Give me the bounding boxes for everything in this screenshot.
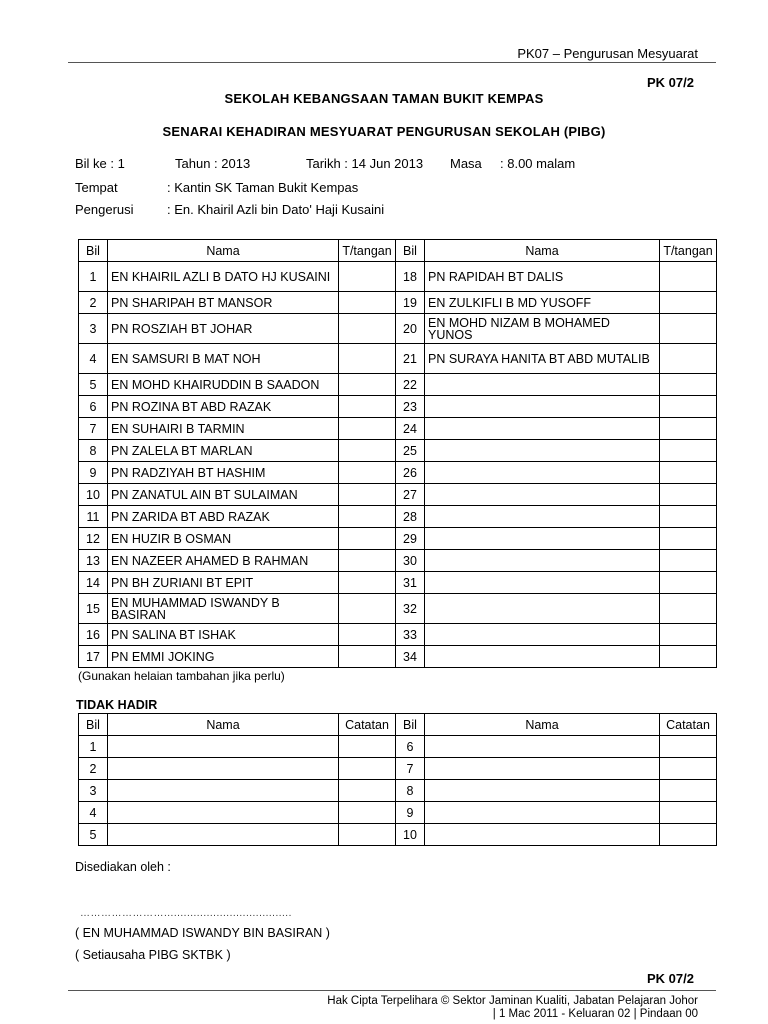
remarks-cell [339, 824, 396, 846]
absent-row [79, 824, 717, 846]
member-name [425, 646, 660, 668]
signature-cell [660, 646, 717, 668]
attendance-row [79, 484, 717, 506]
signature-cell [660, 262, 717, 292]
col-header-bil: Bil [79, 714, 108, 736]
member-name: EN KHAIRIL AZLI B DATO HJ KUSAINI [108, 262, 339, 292]
preparer-name: ( EN MUHAMMAD ISWANDY BIN BASIRAN ) [75, 926, 330, 940]
signature-cell [660, 550, 717, 572]
form-code-top: PK 07/2 [647, 75, 694, 90]
signature-cell [339, 646, 396, 668]
absent-row [79, 736, 717, 758]
member-name [425, 462, 660, 484]
signature-cell [339, 528, 396, 550]
absent-name-cell [108, 736, 339, 758]
meta-tarikh: Tarikh : 14 Jun 2013 [306, 156, 424, 171]
attendance-row [79, 262, 717, 292]
member-name: EN ZULKIFLI B MD YUSOFF [425, 292, 660, 314]
row-number: 22 [396, 374, 425, 396]
remarks-cell [660, 758, 717, 780]
remarks-cell [660, 802, 717, 824]
member-name: PN ROZINA BT ABD RAZAK [108, 396, 339, 418]
row-number: 8 [79, 440, 108, 462]
form-code-bottom: PK 07/2 [647, 971, 694, 986]
signature-cell [339, 572, 396, 594]
remarks-cell [339, 736, 396, 758]
member-name: PN SALINA BT ISHAK [108, 624, 339, 646]
col-header-catatan: Catatan [660, 714, 717, 736]
col-header-bil: Bil [79, 240, 108, 262]
row-number: 14 [79, 572, 108, 594]
member-name: PN ZANATUL AIN BT SULAIMAN [108, 484, 339, 506]
signature-cell [339, 550, 396, 572]
row-number: 21 [396, 344, 425, 374]
member-name: PN RAPIDAH BT DALIS [425, 262, 660, 292]
row-number: 7 [79, 418, 108, 440]
row-number: 3 [79, 314, 108, 344]
absent-header-row [79, 714, 717, 736]
signature-cell [660, 572, 717, 594]
row-number: 33 [396, 624, 425, 646]
meta-bil: Bil ke : 1 [75, 156, 125, 171]
col-header-tandatangan: T/tangan [339, 240, 396, 262]
document-reference: PK07 – Pengurusan Mesyuarat [517, 46, 698, 61]
row-number: 1 [79, 736, 108, 758]
member-name: EN MUHAMMAD ISWANDY B BASIRAN [108, 594, 339, 624]
member-name: EN MOHD KHAIRUDDIN B SAADON [108, 374, 339, 396]
remarks-cell [660, 824, 717, 846]
absent-table [78, 713, 717, 846]
attendance-row [79, 462, 717, 484]
col-header-bil: Bil [396, 240, 425, 262]
school-title: SEKOLAH KEBANGSAAN TAMAN BUKIT KEMPAS [224, 91, 544, 106]
member-name [425, 484, 660, 506]
member-name: PN RADZIYAH BT HASHIM [108, 462, 339, 484]
row-number: 6 [79, 396, 108, 418]
col-header-nama: Nama [108, 240, 339, 262]
signature-cell [339, 418, 396, 440]
signature-cell [660, 594, 717, 624]
attendance-row [79, 344, 717, 374]
remarks-cell [339, 802, 396, 824]
member-name: PN EMMI JOKING [108, 646, 339, 668]
meta-tahun: Tahun : 2013 [175, 156, 251, 171]
signature-cell [660, 506, 717, 528]
revision-line: | 1 Mac 2011 - Keluaran 02 | Pindaan 00 [492, 1008, 698, 1020]
absent-name-cell [108, 758, 339, 780]
attendance-row [79, 440, 717, 462]
attendance-row [79, 528, 717, 550]
row-number: 1 [79, 262, 108, 292]
member-name [425, 396, 660, 418]
member-name: PN BH ZURIANI BT EPIT [108, 572, 339, 594]
row-number: 5 [79, 374, 108, 396]
member-name [425, 374, 660, 396]
row-number: 29 [396, 528, 425, 550]
footer-rule [68, 990, 716, 991]
extra-sheet-note: (Gunakan helaian tambahan jika perlu) [78, 669, 285, 683]
member-name [425, 418, 660, 440]
signature-cell [339, 440, 396, 462]
attendance-row [79, 594, 717, 624]
row-number: 34 [396, 646, 425, 668]
attendance-row [79, 396, 717, 418]
prepared-by-label: Disediakan oleh : [75, 860, 171, 874]
row-number: 24 [396, 418, 425, 440]
absent-name-cell [425, 824, 660, 846]
col-header-bil: Bil [396, 714, 425, 736]
col-header-catatan: Catatan [339, 714, 396, 736]
signature-cell [339, 624, 396, 646]
row-number: 15 [79, 594, 108, 624]
signature-cell [339, 484, 396, 506]
signature-cell [660, 528, 717, 550]
row-number: 12 [79, 528, 108, 550]
member-name: PN SURAYA HANITA BT ABD MUTALIB [425, 344, 660, 374]
row-number: 26 [396, 462, 425, 484]
col-header-nama: Nama [425, 240, 660, 262]
row-number: 11 [79, 506, 108, 528]
meta-tempat-value: : Kantin SK Taman Bukit Kempas [167, 180, 359, 195]
row-number: 2 [79, 758, 108, 780]
row-number: 10 [79, 484, 108, 506]
preparer-role: ( Setiausaha PIBG SKTBK ) [75, 948, 231, 962]
signature-cell [660, 440, 717, 462]
row-number: 31 [396, 572, 425, 594]
row-number: 20 [396, 314, 425, 344]
row-number: 10 [396, 824, 425, 846]
signature-line: ……………………....................................... [80, 908, 292, 919]
col-header-nama: Nama [425, 714, 660, 736]
row-number: 23 [396, 396, 425, 418]
row-number: 18 [396, 262, 425, 292]
remarks-cell [339, 780, 396, 802]
attendance-row [79, 418, 717, 440]
row-number: 16 [79, 624, 108, 646]
signature-cell [660, 418, 717, 440]
signature-cell [339, 462, 396, 484]
remarks-cell [660, 736, 717, 758]
absent-name-cell [425, 736, 660, 758]
member-name: EN SAMSURI B MAT NOH [108, 344, 339, 374]
attendance-row [79, 506, 717, 528]
remarks-cell [660, 780, 717, 802]
member-name [425, 440, 660, 462]
meta-tempat-label: Tempat [75, 180, 118, 195]
absent-section-title: TIDAK HADIR [76, 698, 158, 712]
member-name [425, 550, 660, 572]
col-header-tandatangan: T/tangan [660, 240, 717, 262]
signature-cell [339, 594, 396, 624]
copyright-line: Hak Cipta Terpelihara © Sektor Jaminan Kualiti, Jabatan Pelajaran Johor [327, 995, 698, 1007]
remarks-cell [339, 758, 396, 780]
attendance-row [79, 314, 717, 344]
absent-row [79, 780, 717, 802]
member-name [425, 624, 660, 646]
row-number: 3 [79, 780, 108, 802]
absent-row [79, 758, 717, 780]
row-number: 9 [79, 462, 108, 484]
row-number: 17 [79, 646, 108, 668]
attendance-row [79, 572, 717, 594]
row-number: 2 [79, 292, 108, 314]
signature-cell [339, 262, 396, 292]
signature-cell [339, 344, 396, 374]
row-number: 9 [396, 802, 425, 824]
signature-cell [660, 396, 717, 418]
row-number: 30 [396, 550, 425, 572]
attendance-row [79, 374, 717, 396]
signature-cell [660, 484, 717, 506]
signature-cell [660, 344, 717, 374]
member-name [425, 528, 660, 550]
header-rule [68, 62, 716, 63]
row-number: 7 [396, 758, 425, 780]
signature-cell [660, 292, 717, 314]
member-name [425, 594, 660, 624]
member-name: PN SHARIPAH BT MANSOR [108, 292, 339, 314]
row-number: 19 [396, 292, 425, 314]
signature-cell [339, 374, 396, 396]
member-name: PN ZALELA BT MARLAN [108, 440, 339, 462]
attendance-row [79, 550, 717, 572]
row-number: 13 [79, 550, 108, 572]
member-name: PN ZARIDA BT ABD RAZAK [108, 506, 339, 528]
signature-cell [660, 314, 717, 344]
signature-cell [660, 374, 717, 396]
attendance-table [78, 239, 717, 668]
signature-cell [339, 292, 396, 314]
absent-name-cell [425, 802, 660, 824]
attendance-header-row [79, 240, 717, 262]
signature-cell [339, 314, 396, 344]
member-name [425, 506, 660, 528]
meta-pengerusi-value: : En. Khairil Azli bin Dato' Haji Kusaini [167, 202, 385, 217]
row-number: 4 [79, 802, 108, 824]
signature-cell [339, 396, 396, 418]
meta-masa-value: : 8.00 malam [500, 156, 576, 171]
meta-masa-label: Masa [450, 156, 482, 171]
signature-cell [660, 624, 717, 646]
row-number: 6 [396, 736, 425, 758]
absent-name-cell [108, 824, 339, 846]
meeting-title: SENARAI KEHADIRAN MESYUARAT PENGURUSAN SEKOLAH (PIBG) [162, 124, 606, 139]
row-number: 4 [79, 344, 108, 374]
member-name: PN ROSZIAH BT JOHAR [108, 314, 339, 344]
signature-cell [339, 506, 396, 528]
row-number: 5 [79, 824, 108, 846]
row-number: 27 [396, 484, 425, 506]
attendance-row [79, 646, 717, 668]
member-name [425, 572, 660, 594]
absent-name-cell [108, 802, 339, 824]
member-name: EN MOHD NIZAM B MOHAMED YUNOS [425, 314, 660, 344]
member-name: EN NAZEER AHAMED B RAHMAN [108, 550, 339, 572]
member-name: EN SUHAIRI B TARMIN [108, 418, 339, 440]
member-name: EN HUZIR B OSMAN [108, 528, 339, 550]
attendance-row [79, 624, 717, 646]
meta-pengerusi-label: Pengerusi [75, 202, 134, 217]
signature-cell [660, 462, 717, 484]
row-number: 25 [396, 440, 425, 462]
row-number: 28 [396, 506, 425, 528]
absent-name-cell [425, 758, 660, 780]
col-header-nama: Nama [108, 714, 339, 736]
absent-name-cell [108, 780, 339, 802]
absent-row [79, 802, 717, 824]
row-number: 8 [396, 780, 425, 802]
attendance-row [79, 292, 717, 314]
row-number: 32 [396, 594, 425, 624]
absent-name-cell [425, 780, 660, 802]
